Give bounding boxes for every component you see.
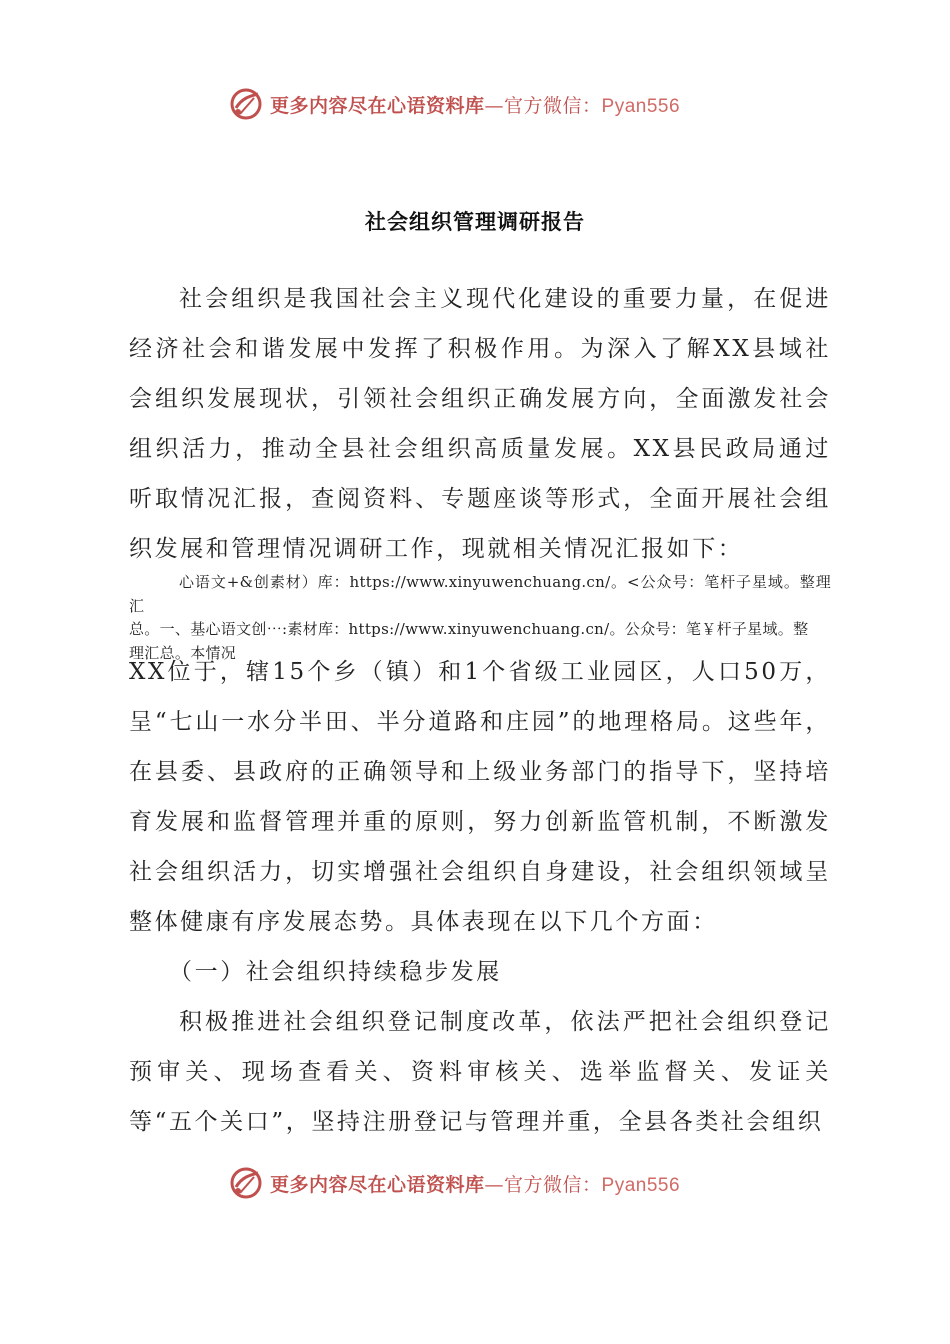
watermark-line: 总。一、基心语文创⋯:素材库：https://www.xinyuwenchuang.cn/。公众号：笔￥杆子星域。整 (129, 620, 809, 638)
header-banner-text: 更多内容尽在心语资料库—官方微信：Pyan556 (270, 94, 681, 117)
paragraph-overview: XX位于，辖15个乡（镇）和1个省级工业园区，人口50万，呈“七山一水分半田、半分道路和庄园”的地理格局。这些年，在县委、县政府的正确领导和上级业务部门的指导下，坚持培育发展和监督管理并重的原则，努力创新监管机制，不断激发社会组织活力，切实增强社会组织自身建设，社会组织领域呈整体健康有序发展态势。具体表现在以下几个方面： (129, 659, 831, 935)
xinyu-logo-icon (228, 86, 264, 122)
watermark-line: 理汇总。本情况 (129, 643, 237, 662)
footer-banner (228, 1163, 680, 1203)
paragraph-registration: 积极推进社会组织登记制度改革，依法严把社会组织登记预审关、现场查看关、资料审核关、选举监督关、发证关等“五个关口”，坚持注册登记与管理并重，全县各类社会组织 (129, 1009, 831, 1135)
document-body (129, 274, 831, 574)
paragraph-intro: 社会组织是我国社会主义现代化建设的重要力量，在促进经济社会和谐发展中发挥了积极作用。为深入了解XX县域社会组织发展现状，引领社会组织正确发展方向，全面激发社会组织活力，推动全县社会组织高质量发展。XX县民政局通过听取情况汇报，查阅资料、专题座谈等形式，全面开展社会组织发展和管理情况调研工作，现就相关情况汇报如下： (129, 286, 831, 562)
document-body-2 (129, 647, 831, 1147)
section-heading: （一）社会组织持续稳步发展 (169, 959, 502, 985)
header-banner (228, 84, 680, 124)
footer-banner-text: 更多内容尽在心语资料库—官方微信：Pyan556 (270, 1173, 681, 1196)
document-title: 社会组织管理调研报告 (365, 209, 585, 234)
xinyu-logo-icon (228, 1165, 264, 1201)
watermark-line: 心语文+&创素材）库：https://www.xinyuwenchuang.cn/。<公众号：笔杆子星域。整理汇 (129, 573, 831, 615)
